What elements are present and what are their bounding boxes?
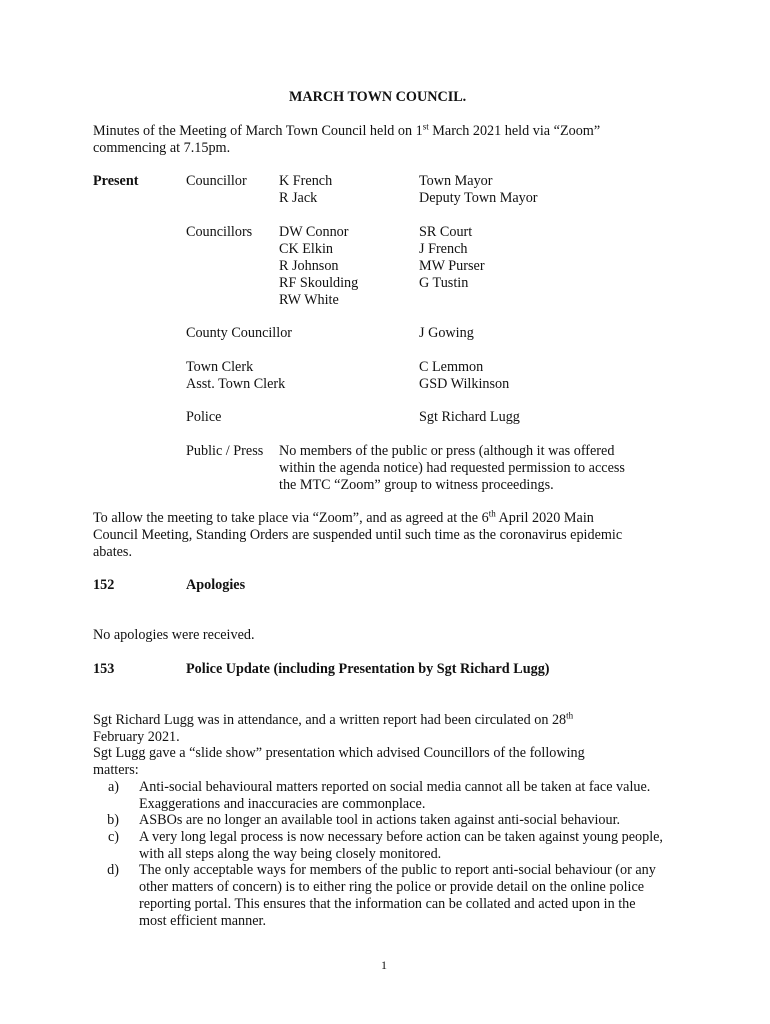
- item-152-number: 152: [93, 577, 115, 593]
- item-152-body: No apologies were received.: [93, 627, 255, 643]
- standing-orders-text: To allow the meeting to take place via “Zoom”, and as agreed at the 6: [93, 510, 489, 526]
- councillor-name: DW Connor: [279, 224, 349, 240]
- deputy-mayor-name: R Jack: [279, 190, 318, 206]
- standing-orders-text-end: April 2020 Main: [495, 510, 594, 526]
- county-councillor-role: County Councillor: [186, 325, 293, 341]
- councillor-name: J French: [419, 241, 468, 257]
- deputy-mayor-title: Deputy Town Mayor: [419, 190, 538, 206]
- standing-orders-line-1: [93, 510, 594, 527]
- councillor-name: MW Purser: [419, 258, 485, 274]
- page-number: 1: [381, 958, 387, 972]
- public-press-text: No members of the public or press (although it was offered: [279, 443, 615, 459]
- intro-line-1: [93, 123, 600, 140]
- mayor-name: K French: [279, 173, 333, 189]
- list-item-label: c): [107, 829, 119, 845]
- list-item-text: ASBOs are no longer an available tool in actions taken against anti-social behaviour.: [139, 812, 621, 828]
- item-153-para-1-line-1: [93, 712, 573, 729]
- county-councillor-name: J Gowing: [419, 325, 474, 341]
- list-item-text: A very long legal process is now necessary before action can be taken against young people, with all steps along the way being closely monitored.: [139, 829, 663, 862]
- councillor-name: SR Court: [419, 224, 473, 240]
- standing-orders-line-3: abates.: [93, 544, 132, 560]
- item-153-para-1-superscript: th: [566, 710, 574, 721]
- list-item-label: a): [107, 779, 119, 795]
- standing-orders-superscript: th: [488, 508, 496, 519]
- councillor-name: RW White: [279, 292, 339, 308]
- town-clerk-role: Town Clerk: [186, 359, 254, 375]
- councillor-name: R Johnson: [279, 258, 339, 274]
- mayor-title: Town Mayor: [419, 173, 493, 189]
- list-item-text: The only acceptable ways for members of the public to report anti-social behaviour (or any other matters of concern) is to either ring the police or provide detail on the online police reporting portal. This ensures that the information can be collated and acted upon in the most efficient manner.: [139, 862, 656, 929]
- document-title: MARCH TOWN COUNCIL.: [289, 89, 467, 105]
- item-153-para-1-text: Sgt Richard Lugg was in attendance, and a written report had been circulated on 28: [93, 712, 567, 728]
- public-press-text: within the agenda notice) had requested permission to access: [279, 460, 625, 476]
- mayors-role: Councillor: [186, 173, 247, 189]
- town-clerk-name: C Lemmon: [419, 359, 484, 375]
- item-153-para-2-line-2: matters:: [93, 762, 139, 778]
- intro-text: Minutes of the Meeting of March Town Council held on 1: [93, 123, 423, 139]
- item-153-para-2-line-1: Sgt Lugg gave a “slide show” presentation which advised Councillors of the following: [93, 745, 585, 761]
- public-press-role: Public / Press: [186, 443, 264, 459]
- intro-line-2: commencing at 7.15pm.: [93, 140, 231, 156]
- police-role: Police: [186, 409, 222, 425]
- councillor-name: RF Skoulding: [279, 275, 359, 291]
- list-item-label: d): [107, 862, 119, 878]
- item-153-number: 153: [93, 661, 115, 677]
- list-item-label: b): [107, 812, 119, 828]
- asst-town-clerk-role: Asst. Town Clerk: [186, 376, 286, 392]
- police-name: Sgt Richard Lugg: [419, 409, 520, 425]
- intro-superscript: st: [422, 121, 429, 132]
- list-item-text: Anti-social behavioural matters reported on social media cannot all be taken at face value. Exaggerations and inaccuracies are commonplace.: [139, 779, 651, 812]
- public-press-text: the MTC “Zoom” group to witness proceedings.: [279, 477, 554, 493]
- asst-town-clerk-name: GSD Wilkinson: [419, 376, 510, 392]
- standing-orders-line-2: Council Meeting, Standing Orders are suspended until such time as the coronavirus epidemic: [93, 527, 623, 543]
- item-153-heading: Police Update (including Presentation by Sgt Richard Lugg): [186, 661, 550, 677]
- item-153-para-1-line-2: February 2021.: [93, 729, 180, 745]
- councillors-role: Councillors: [186, 224, 253, 240]
- councillor-name: CK Elkin: [279, 241, 333, 257]
- intro-text-end: March 2021 held via “Zoom”: [428, 123, 601, 139]
- councillor-name: G Tustin: [419, 275, 469, 291]
- present-heading: Present: [93, 173, 139, 189]
- item-152-heading: Apologies: [186, 577, 246, 593]
